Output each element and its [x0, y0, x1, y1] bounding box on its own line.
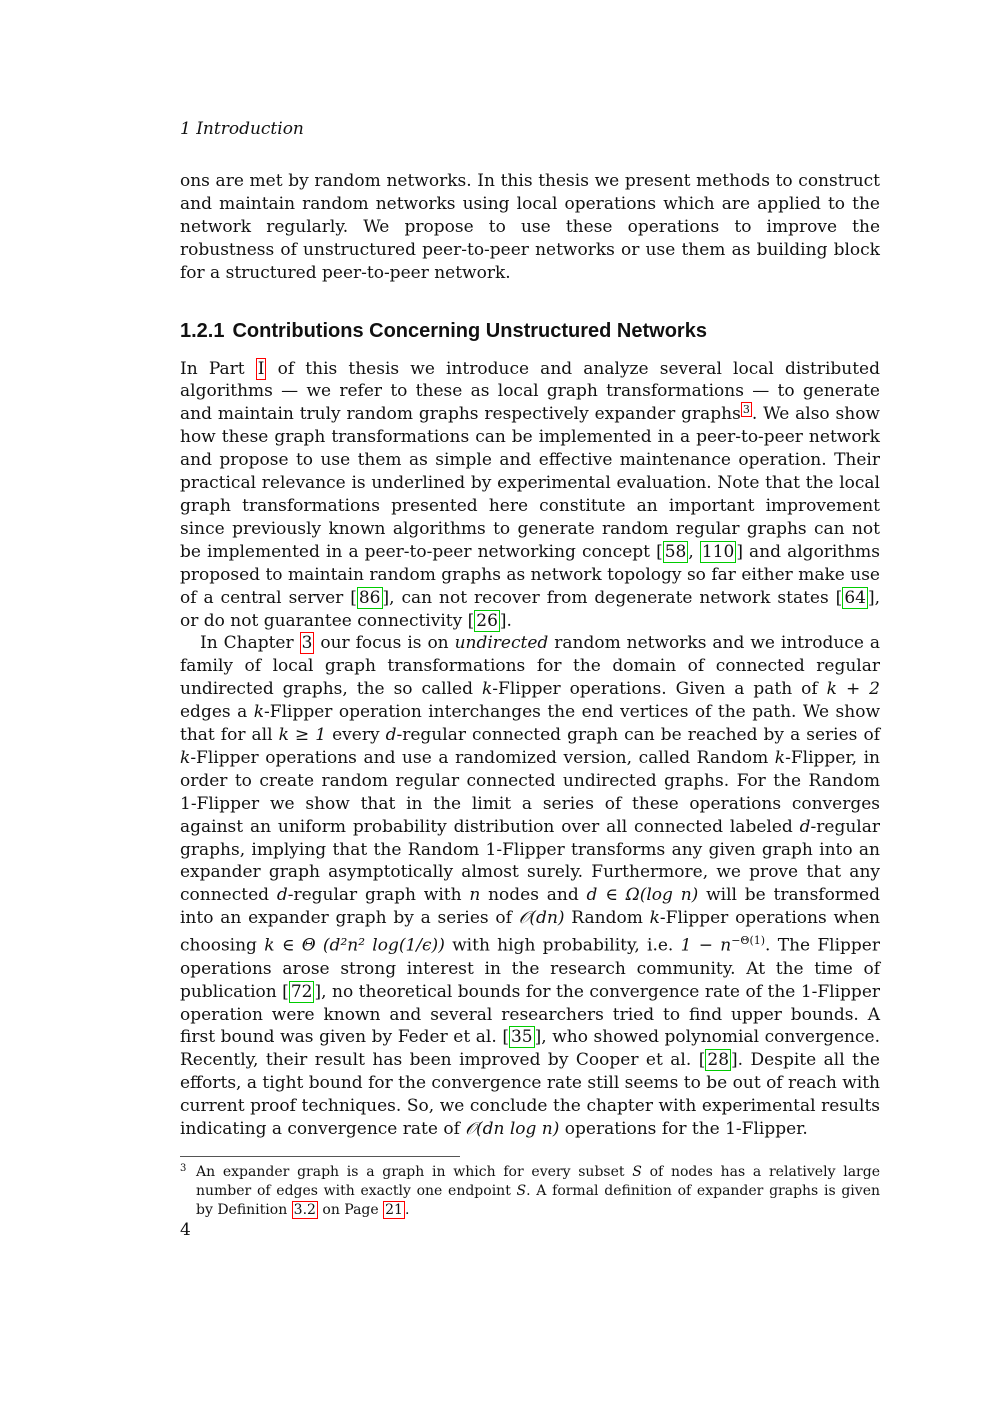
math: 1 − n [680, 935, 732, 956]
math: d [276, 885, 288, 906]
citation-link-58[interactable]: 58 [664, 541, 687, 562]
math: k [180, 747, 191, 768]
text-run: on Page [317, 1202, 384, 1218]
section-heading [180, 318, 880, 344]
text-run: ]. [499, 610, 512, 631]
text-run: . We also show how these graph transformations can be implemented in a peer-to-peer network and propose to use them as simple and effective maintenance operation. Their practical relevance is underlined by experimental evaluation. Note that the local graph transformations presented here constitute an important improvement since previously known algorithms to generate random regular graphs can not be implemented in a peer-to-peer networking concept [ [180, 404, 880, 562]
citation-link-28[interactable]: 28 [707, 1050, 730, 1071]
text-run: -Flipper operations. Given a path of [492, 679, 827, 700]
math: S [632, 1164, 642, 1180]
page-link[interactable]: 21 [385, 1202, 403, 1218]
math: k [253, 702, 265, 723]
text-run: -Flipper, in order to create random regular connected undirected graphs. For the Random 1-Flipper we show that in the limit a series of these operations converges against an uniform probability distribution over all connected labeled [180, 747, 880, 837]
citation-link-110[interactable]: 110 [701, 541, 735, 562]
text-run: random networks and we introduce a family of local graph transformations for the domain of connected regular undirected graphs, the so called [180, 633, 880, 700]
math: k [774, 747, 786, 768]
text-run: ], or do not guarantee connectivity [ [180, 587, 880, 631]
text-run: edges a [180, 702, 254, 723]
part-link[interactable]: I [257, 358, 265, 379]
text-run: -Flipper operations and use a randomized version, called Random [190, 747, 775, 768]
paragraph-part-i [180, 358, 880, 633]
definition-link[interactable]: 3.2 [293, 1202, 316, 1218]
text-run: . The Flipper operations arose strong interest in the research community. At the time of publication [ [180, 935, 880, 1002]
text-run: of nodes has a relatively large number of edges with exactly one endpoint [196, 1164, 880, 1199]
math-exponent: −Θ(1) [731, 934, 766, 948]
text-run: ], can not recover from degenerate network states [ [382, 587, 843, 608]
math: 𝒪(dn) [518, 908, 565, 929]
math: S [516, 1183, 527, 1199]
footnote-rule [180, 1156, 460, 1157]
text-run: . [404, 1202, 410, 1218]
text-run: In Part [180, 358, 256, 379]
footnote-link[interactable]: 3 [742, 402, 750, 416]
math: k [481, 679, 493, 700]
text-run: operations for the 1-Flipper. [559, 1119, 808, 1140]
text-run: nodes and [480, 885, 587, 906]
math: d [385, 725, 397, 746]
chapter-link[interactable]: 3 [301, 633, 313, 654]
math: n [469, 885, 481, 906]
citation-link-35[interactable]: 35 [510, 1027, 533, 1048]
footnote [180, 1163, 880, 1220]
text-run: An expander graph is a graph in which for every subset [196, 1164, 633, 1180]
text-run: will be transformed into an expander graph by a series of [180, 885, 881, 929]
math: d [799, 816, 811, 837]
text-run: In Chapter [200, 633, 300, 654]
text-run: of this thesis we introduce and analyze several local distributed algorithms — we refer to these as local graph transformations — to generate and maintain truly random graphs respectively expander graphs [180, 358, 880, 425]
text-run: . A formal definition of expander graphs is given by Definition [196, 1183, 880, 1218]
text-run: -Flipper operations when choosing [180, 908, 880, 956]
text-run: Random [564, 908, 650, 929]
text-run: ], who showed polynomial convergence. Recently, their result has been improved by Cooper et al. [ [180, 1027, 880, 1071]
text-run: -Flipper operation interchanges the end vertices of the path. We show that for all [180, 702, 880, 746]
paragraph-chapter-3 [180, 632, 880, 1141]
math: k [649, 908, 660, 929]
running-head: 1 Introduction [180, 119, 304, 139]
section-title: Contributions Concerning Unstructured Networks [232, 319, 707, 342]
intro-paragraph: ons are met by random networks. In this thesis we present methods to construct and maintain random networks using local operations which are applied to the network regularly. We propose to use these operations to improve the robustness of unstructured peer-to-peer networks or use them as building block for a structured peer-to-peer network. [180, 171, 880, 283]
text-run: our focus is on [314, 633, 455, 654]
math: k + 2 [826, 679, 880, 700]
text-run: ] and algorithms proposed to maintain random graphs as network topology so far either make use of a central server [ [180, 541, 880, 608]
footnote-number: 3 [180, 1163, 187, 1174]
page-body [180, 116, 880, 1220]
page-number: 4 [180, 1220, 191, 1240]
citation-link-86[interactable]: 86 [358, 587, 381, 608]
text-run: every [326, 725, 386, 746]
math: k ∈ Θ (d²n² log(1/ϵ)) [264, 935, 445, 956]
math: d ∈ Ω(log n) [586, 885, 699, 906]
text-run: -regular graph with [287, 885, 470, 906]
math: k ≥ 1 [278, 725, 327, 746]
math: 𝒪(dn log n) [465, 1119, 560, 1140]
text-run: with high probability, i.e. [444, 935, 681, 956]
section-number: 1.2.1 [180, 319, 225, 342]
citation-link-26[interactable]: 26 [476, 610, 498, 631]
text-run: -regular connected graph can be reached by a series of [396, 725, 880, 746]
text-run: ], no theoretical bounds for the convergence rate of the 1-Flipper operation were known and several researchers tried to find upper bounds. A first bound was given by Feder et al. [ [180, 981, 881, 1048]
text-run: -regular graphs, implying that the Random 1-Flipper transforms any given graph into an expander graph asymptotically almost surely. Furthermore, we prove that any connected [180, 816, 880, 906]
text-run: ]. Despite all the efforts, a tight bound for the convergence rate still seems to be out of reach with current proof techniques. So, we conclude the chapter with experimental results indicating a convergence rate of [180, 1050, 880, 1140]
citation-link-64[interactable]: 64 [844, 587, 866, 608]
emphasis: undirected [454, 633, 549, 654]
citation-link-72[interactable]: 72 [290, 981, 313, 1002]
text-run: , [688, 541, 700, 562]
